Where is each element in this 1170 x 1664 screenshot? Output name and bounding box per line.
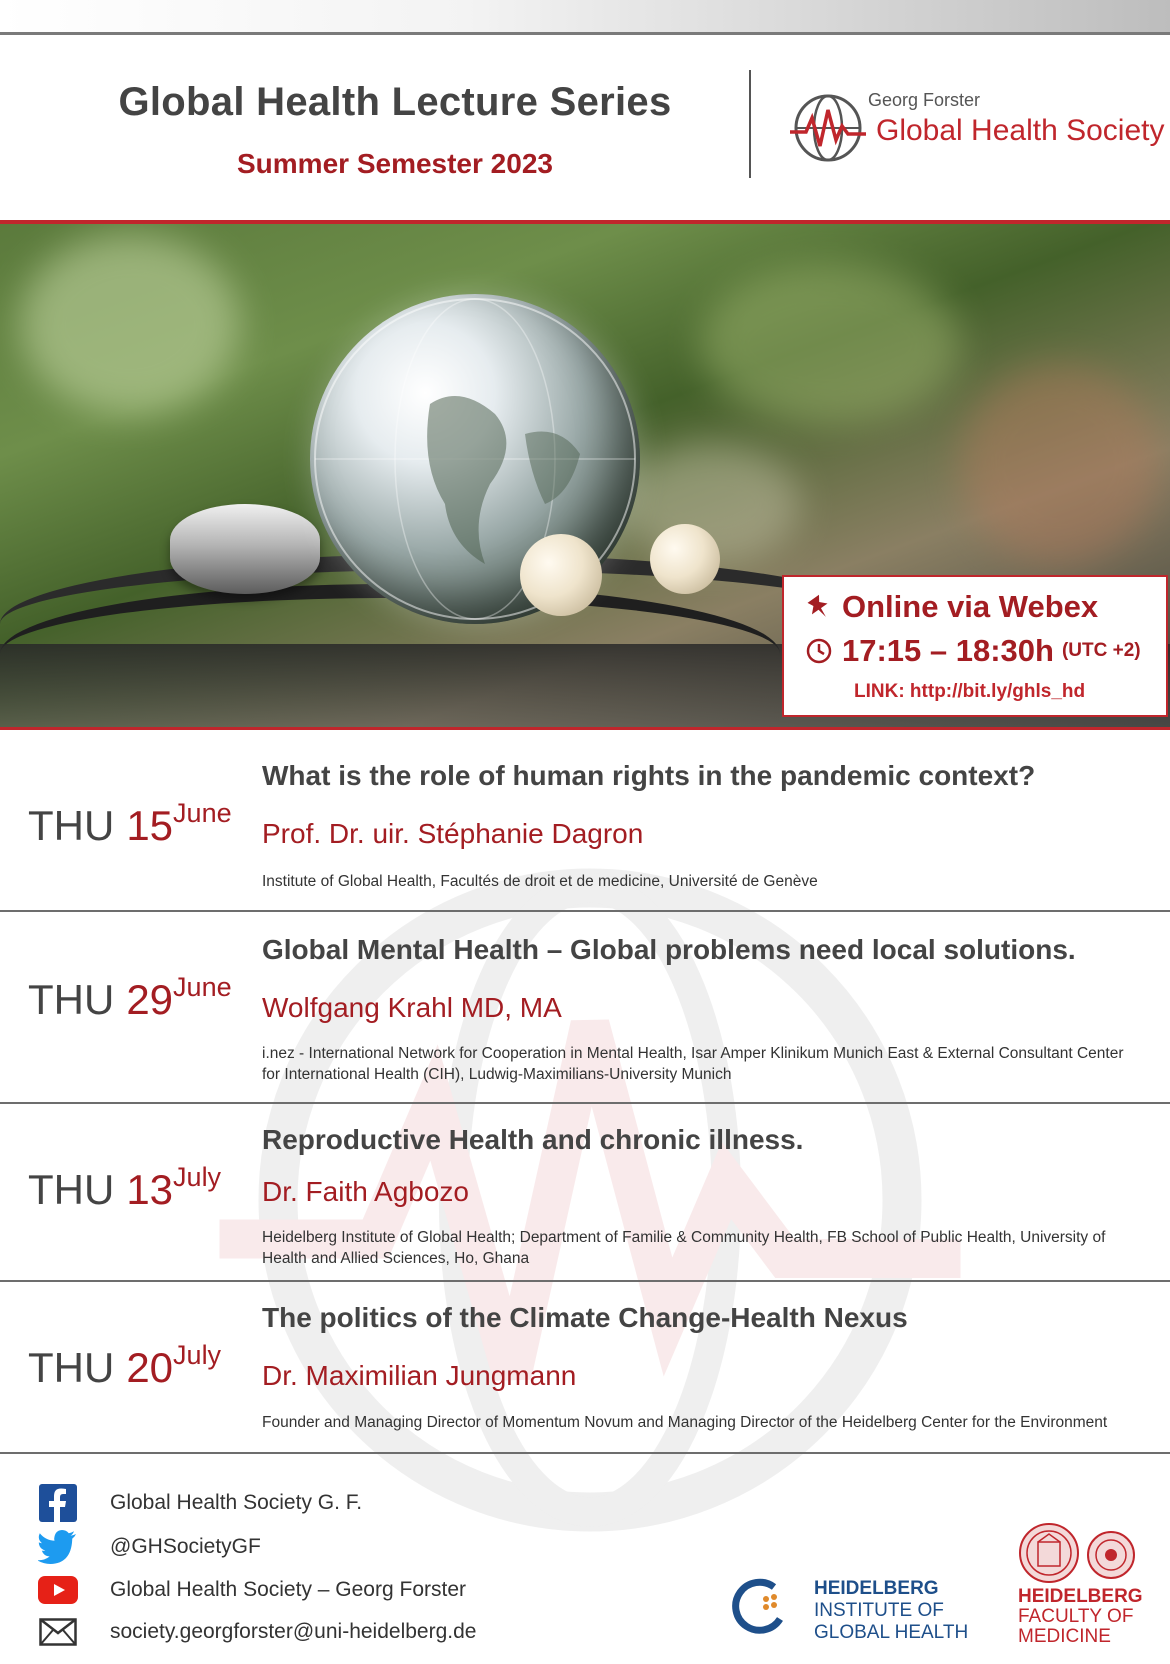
event-affiliation: Founder and Managing Director of Momentum Novum and Managing Director of the Heidelberg Center for the Environment [262,1414,1108,1431]
faculty-seal-icon [1086,1530,1136,1580]
event-day: THU [28,976,115,1023]
event-date [28,972,232,1024]
top-rule [0,32,1170,35]
event-title: Reproductive Health and chronic illness. [262,1124,804,1155]
top-gradient-band [0,0,1170,34]
event-speaker: Wolfgang Krahl MD, MA [262,992,562,1023]
header-divider [749,70,751,178]
event-speaker: Dr. Faith Agbozo [262,1176,470,1207]
event-date-number: 13 [126,1166,174,1213]
heidelberg-medicine-name: HEIDELBERG FACULTY OF MEDICINE [1018,1586,1143,1647]
globe-heartbeat-logo-icon [788,88,868,168]
location-row [804,589,1098,625]
page-subtitle: Summer Semester 2023 [237,148,553,179]
session-info-box [782,575,1168,717]
event-date [28,1340,222,1392]
webex-link[interactable]: LINK: http://bit.ly/ghls_hd [854,681,1086,702]
youtube-icon [36,1570,80,1610]
twitter-contact[interactable] [36,1527,261,1567]
event-month: July [173,1162,222,1192]
event-affiliation: Institute of Global Health, Facultés de droit et de medicine, Université de Genève [262,873,818,890]
location-text: Online via Webex [842,589,1099,624]
pin-icon [804,594,834,620]
event-affiliation: i.nez - International Network for Cooperation in Mental Health, Isar Amper Klinikum Munich East & External Consultant Center for International Health (CIH), Ludwig-Maximilians-University Munich [262,1045,1124,1083]
stethoscope-earpiece [520,534,602,616]
event-title: The politics of the Climate Change-Health Nexus [262,1302,908,1333]
event-day: THU [28,1166,115,1213]
clock-icon [804,638,834,664]
event-divider [0,1452,1170,1454]
twitter-icon [36,1527,80,1567]
twitter-handle: @GHSocietyGF [110,1535,261,1558]
event-speaker: Dr. Maximilian Jungmann [262,1360,577,1391]
heidelberg-institute-logo-icon [730,1575,786,1641]
facebook-contact[interactable] [36,1483,362,1523]
event-item [0,736,1170,912]
event-day: THU [28,802,115,849]
facebook-handle: Global Health Society G. F. [110,1491,363,1514]
email-contact[interactable] [36,1612,476,1652]
stethoscope-chestpiece [170,504,320,594]
event-month: July [173,1340,222,1370]
event-item [0,912,1170,1104]
event-date-number: 15 [126,802,174,849]
event-day: THU [28,1344,115,1391]
event-date-number: 29 [126,976,174,1023]
envelope-icon [36,1612,80,1652]
university-seal-icon [1018,1522,1080,1584]
logo-org-name: Global Health Society [876,114,1165,147]
event-speaker: Prof. Dr. uir. Stéphanie Dagron [262,818,644,849]
timezone-text: (UTC +2) [1061,640,1141,661]
youtube-channel: Global Health Society – Georg Forster [110,1578,466,1601]
event-month: June [173,798,232,828]
event-title: Global Mental Health – Global problems need local solutions. [262,934,1076,965]
stethoscope-earpiece-2 [650,524,720,594]
event-item [0,1282,1170,1454]
facebook-icon [36,1483,80,1523]
time-text: 17:15 – 18:30h [842,633,1054,668]
time-row [804,633,1141,669]
event-affiliation: Heidelberg Institute of Global Health; Department of Familie & Community Health, FB School of Public Health, University of Health and Allied Sciences, Ho, Ghana [262,1229,1106,1267]
event-date-number: 20 [126,1344,174,1391]
event-title: What is the role of human rights in the pandemic context? [262,760,1036,791]
event-item [0,1104,1170,1282]
event-date [28,1162,222,1214]
event-date [28,798,232,850]
email-address: society.georgforster@uni-heidelberg.de [110,1620,477,1643]
heidelberg-institute-name: HEIDELBERG INSTITUTE OF GLOBAL HEALTH [814,1578,969,1643]
event-month: June [173,972,232,1002]
page-title: Global Health Lecture Series [118,80,672,124]
youtube-contact[interactable] [36,1570,466,1610]
logo-org-name-small: Georg Forster [868,90,981,110]
